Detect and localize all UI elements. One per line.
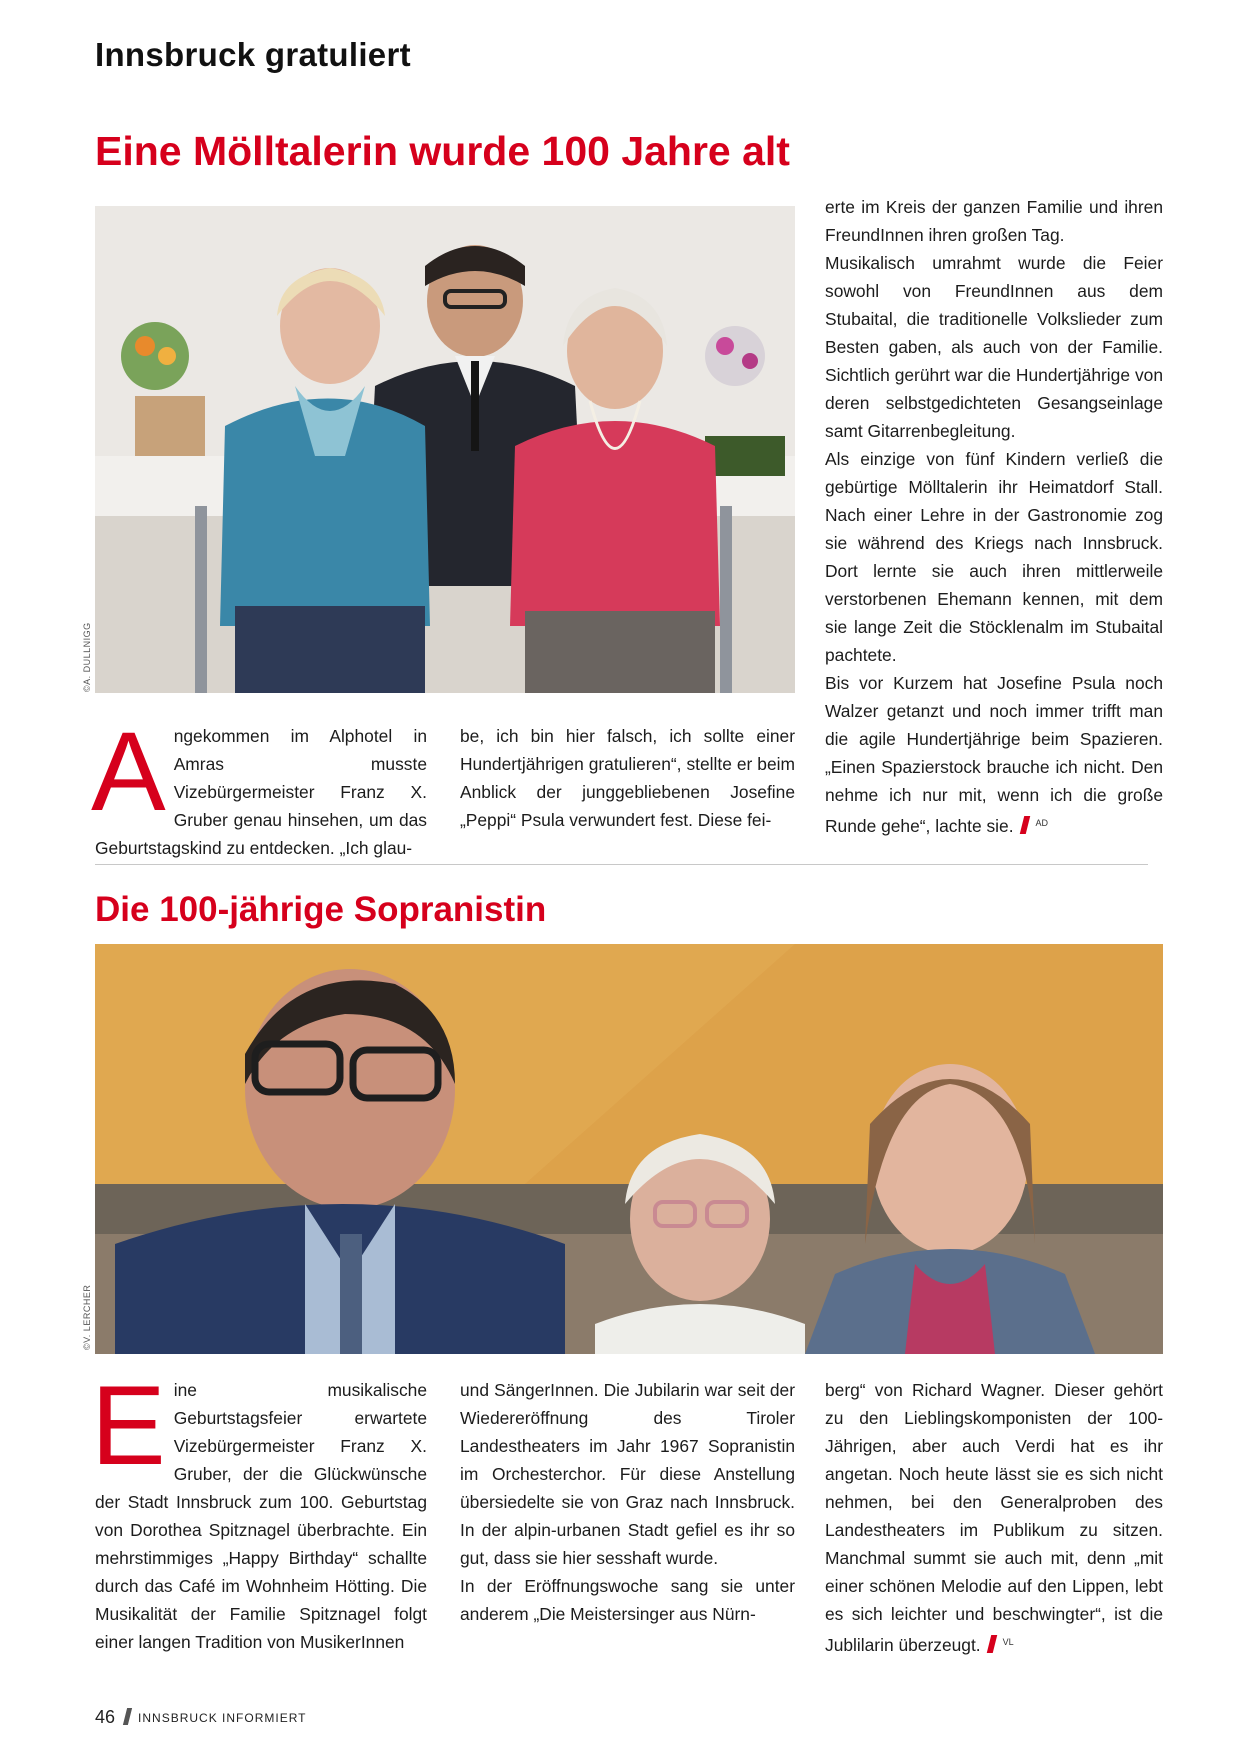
- publication-name: INNSBRUCK INFORMIERT: [138, 1711, 307, 1725]
- page-number: 46: [95, 1707, 116, 1727]
- section-divider: [95, 864, 1148, 865]
- article1-signature: AD: [1035, 818, 1049, 828]
- article2-headline: Die 100-jährige Sopranistin: [95, 890, 547, 929]
- article2-col2-paragraph: In der Eröffnungswoche sang sie unter anderem „Die Meistersinger aus Nürn-: [460, 1576, 795, 1624]
- end-mark-icon: [986, 1635, 996, 1653]
- article2-photo: [95, 944, 1163, 1354]
- article1-col3-last-text: Bis vor Kurzem hat Josefine Psula noch Walzer getanzt und noch immer trifft man die agile Hundertjährige beim Spazieren. „Einen Spazierstock brauche ich nicht. Den nehme ich nur mit, wenn ich die große Runde gehe“, lachte sie.: [825, 673, 1163, 836]
- article2-dropcap: E: [91, 1363, 166, 1488]
- section-label: Innsbruck gratuliert: [95, 36, 411, 73]
- article2-col1: [91, 1363, 427, 1656]
- article1-col3-paragraph: [825, 669, 1163, 840]
- article2-col2: [460, 1376, 795, 1628]
- article1-col3-paragraph: Als einzige von fünf Kindern verließ die gebürtige Mölltalerin ihr Heimatdorf Stall. Nach einer Lehre in der Gastronomie zog sie während des Kriegs nach Innsbruck. Dort lernte sie auch ihren mittlerweile verstorbenen Ehemann kennen, mit dem sie lange Zeit die Stöcklenalm im Stubaital pachtete.: [825, 449, 1163, 665]
- article1-photo: [95, 206, 795, 693]
- end-mark-icon: [1019, 816, 1029, 834]
- article2-col3-text: berg“ von Richard Wagner. Dieser gehört zu den Lieblingskomponisten der 100-Jährigen, aber auch Verdi hat es ihr angetan. Noch heute lässt sie es sich nicht nehmen, bei den Generalproben des Landestheaters im Publikum zu sitzen. Manchmal summt sie auch mit, denn „mit einer schönen Melodie auf den Lippen, lebt es sich leichter und beschwingter“, ist die Jublilarin überzeugt.: [825, 1380, 1163, 1655]
- article1-dropcap: A: [91, 709, 166, 834]
- article1-photo-credit: ©A. DULLNIGG: [82, 622, 92, 692]
- article2-signature: VL: [1002, 1637, 1014, 1647]
- article2-photo-credit: ©V. LERCHER: [82, 1284, 92, 1350]
- article2-col3-paragraph: [825, 1376, 1163, 1659]
- article2-col3: [825, 1376, 1163, 1659]
- article1-col1: [91, 709, 427, 862]
- footer-slash-icon: [123, 1708, 132, 1725]
- article2-col1-text: ine musikalische Geburtstagsfeier erwartete Vizebürgermeister Franz X. Gruber, der die Glückwünsche der Stadt Innsbruck zum 100. Geburtstag von Dorothea Spitznagel überbrachte. Ein mehrstimmiges „Happy Birthday“ schallte durch das Café im Wohnheim Hötting. Die Musikalität der Familie Spitznagel folgt einer langen Tradition von MusikerInnen: [95, 1380, 427, 1652]
- article1-col3: [825, 193, 1163, 840]
- page-footer: [95, 1707, 306, 1728]
- article2-col2-paragraph: und SängerInnen. Die Jubilarin war seit der Wiedereröffnung des Tiroler Landestheaters im Jahr 1967 Sopranistin im Orchesterchor. Für diese Anstellung übersiedelte sie von Graz nach Innsbruck. In der alpin-urbanen Stadt gefiel es ihr so gut, dass sie hier sesshaft wurde.: [460, 1380, 795, 1568]
- article1-col1-text: ngekommen im Alphotel in Amras musste Vizebürgermeister Franz X. Gruber genau hinsehen, um das Geburtstagskind zu entdecken. „Ich glau-: [95, 726, 427, 858]
- article1-col3-paragraph: Musikalisch umrahmt wurde die Feier sowohl von FreundInnen aus dem Stubaital, die traditionelle Volkslieder zum Besten gaben, als auch von der Familie. Sichtlich gerührt war die Hundertjährige von deren selbstgedichteten Gesangseinlage samt Gitarrenbegleitung.: [825, 253, 1163, 441]
- article1-col2: be, ich bin hier falsch, ich sollte einer Hundertjährigen gratulieren“, stellte er beim Anblick der junggebliebenen Josefine „Peppi“ Psula verwundert fest. Diese fei-: [460, 726, 795, 830]
- article1-col3-paragraph: erte im Kreis der ganzen Familie und ihren FreundInnen ihren großen Tag.: [825, 197, 1163, 245]
- article1-headline: Eine Mölltalerin wurde 100 Jahre alt: [95, 128, 790, 174]
